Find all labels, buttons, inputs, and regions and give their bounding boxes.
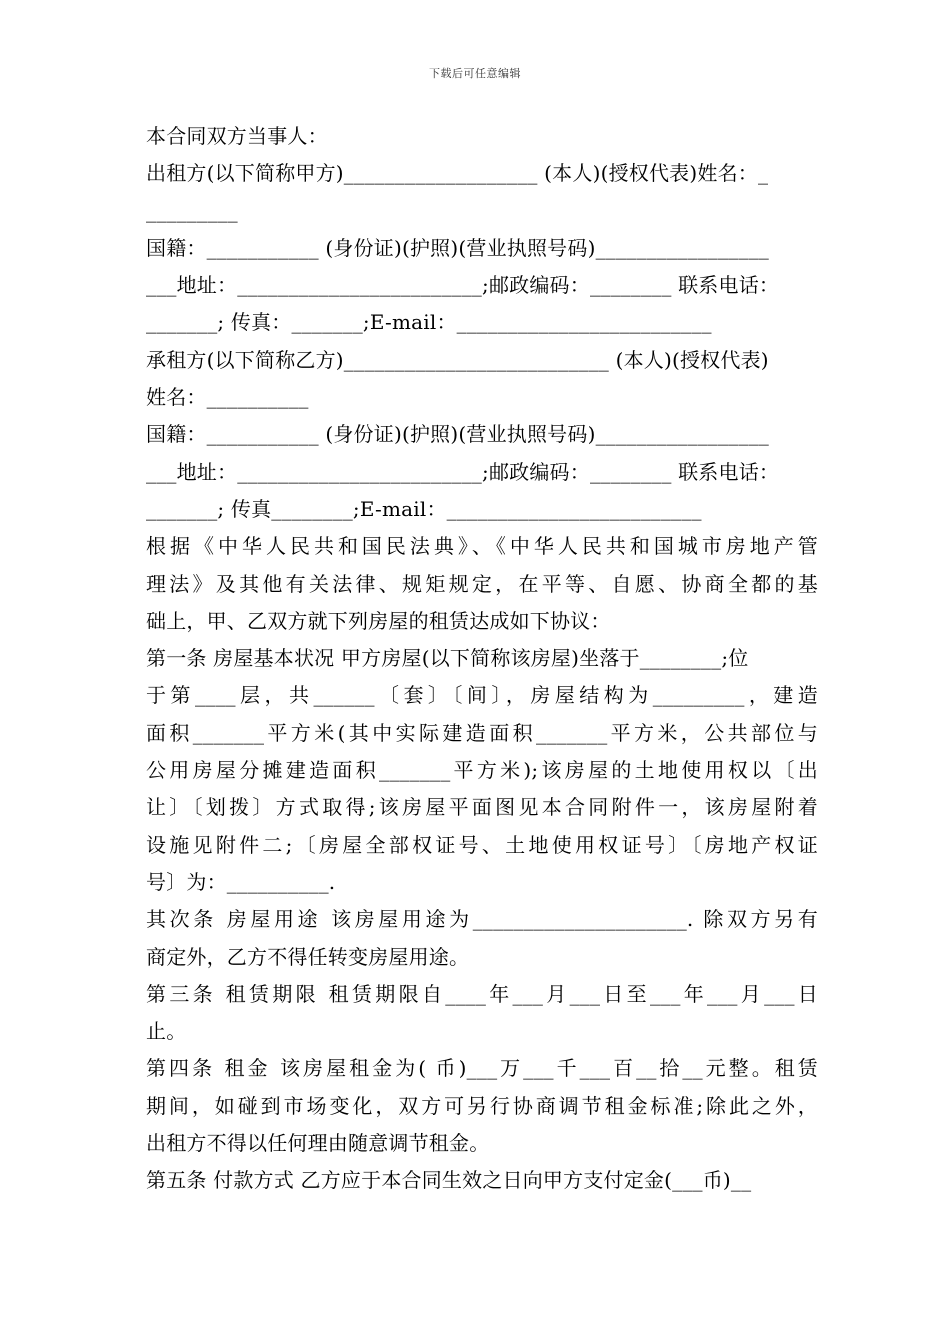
text-line: ___地址：________________________;邮政编码：________ 联系电话： [146, 459, 780, 484]
text-line: 根据《中华人民共和国民法典》、《中华人民共和国城市房地产管 [146, 534, 818, 559]
text-line: 于第____层，共______〔套〕〔间〕，房屋结构为_________，建造 [146, 683, 818, 708]
text-line: 面积_______平方米(其中实际建造面积_______平方米，公共部位与 [146, 720, 818, 745]
text-line: 国籍：___________ (身份证)(护照)(营业执照号码)_________________ [146, 422, 769, 447]
text-line: 让〕〔划拨〕方式取得;该房屋平面图见本合同附件一，该房屋附着 [146, 795, 818, 820]
text-line: 国籍：___________ (身份证)(护照)(营业执照号码)_________________ [146, 235, 769, 260]
text-line: _______; 传真：_______;E-mail：_________________________ [146, 310, 712, 335]
text-line: 出租方不得以任何理由随意调节租金。 [146, 1131, 490, 1156]
text-line: 本合同双方当事人： [146, 124, 328, 148]
text-line: 第三条 租赁期限 租赁期限自____年___月___日至___年___月___日 [146, 981, 818, 1006]
text-line: 公用房屋分摊建造面积_______平方米);该房屋的土地使用权以〔出 [146, 758, 818, 783]
text-line: ___地址：________________________;邮政编码：________ 联系电话： [146, 273, 780, 298]
text-line: 第五条 付款方式 乙方应于本合同生效之日向甲方支付定金(___币)__ [146, 1168, 752, 1193]
text-line: 第一条 房屋基本状况 甲方房屋(以下简称该房屋)坐落于________;位 [146, 646, 749, 671]
text-line: _______; 传真________;E-mail：_________________________ [146, 496, 702, 521]
text-line: 础上，甲、乙双方就下列房屋的租赁达成如下协议： [146, 608, 611, 633]
text-line: 期间，如碰到市场变化，双方可另行协商调节租金标准;除此之外， [146, 1093, 818, 1118]
text-line: 理法》及其他有关法律、规矩规定，在平等、自愿、协商全都的基 [146, 571, 818, 596]
text-line: 姓名：__________ [146, 385, 309, 410]
text-line: 号〕为：__________. [146, 869, 336, 894]
text-line: 止。 [146, 1019, 187, 1044]
contract-body [146, 118, 818, 1200]
text-line: _________ [146, 198, 238, 223]
text-line: 出租方(以下简称甲方)___________________ (本人)(授权代表)姓名：_ [146, 161, 769, 186]
text-line: 商定外，乙方不得任转变房屋用途。 [146, 944, 470, 969]
text-line: 设施见附件二;〔房屋全部权证号、土地使用权证号〕〔房地产权证 [146, 832, 818, 857]
header-note: 下载后可任意编辑 [429, 67, 521, 80]
text-line: 第四条 租金 该房屋租金为( 币)___万___千___百__拾__元整。租赁 [146, 1056, 818, 1081]
text-line: 承租方(以下简称乙方)__________________________ (本人)(授权代表) [146, 347, 769, 372]
text-line: 其次条 房屋用途 该房屋用途为_____________________. 除双方另有 [146, 907, 818, 932]
